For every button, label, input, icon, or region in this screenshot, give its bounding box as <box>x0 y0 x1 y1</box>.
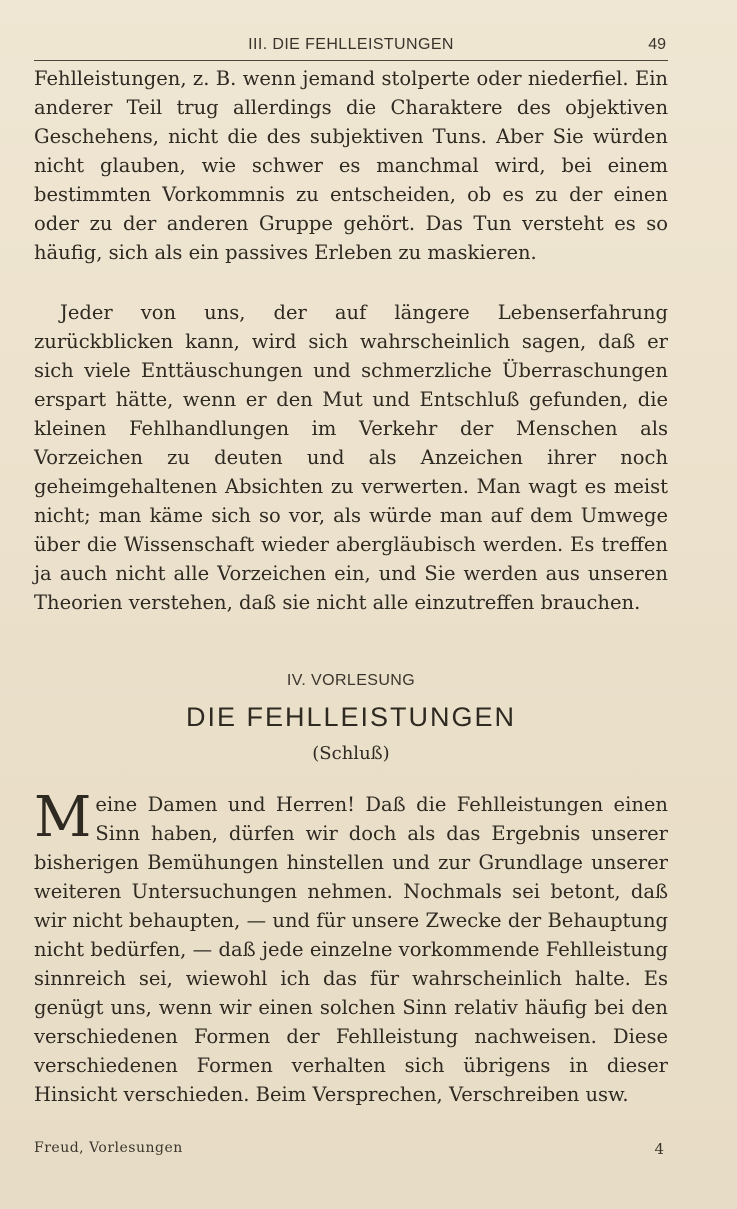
paragraph-lebenserfahrung: Jeder von uns, der auf längere Lebenserfahrung zurückblicken kann, wird sich wahrscheinlich sagen, daß er sich viele Enttäuschungen und schmerzliche Überraschungen erspart hätte, wenn er den Mut und Entschluß gefunden, die kleinen Fehlhandlungen im Verkehr der Menschen als Vorzeichen zu deuten und als Anzeichen ihrer noch geheimgehaltenen Absichten zu verwerten. Man wagt es meist nicht; man käme sich so vor, als würde man auf dem Umwege über die Wissenschaft wieder abergläubisch werden. Es treffen ja auch nicht alle Vorzeichen ein, und Sie werden aus unseren Theorien verstehen, daß sie nicht alle einzutreffen brauchen. <box>34 301 668 614</box>
paragraph-continued: Fehlleistungen, z. B. wenn jemand stolperte oder niederfiel. Ein anderer Teil trug allerdings die Charaktere des objektiven Geschehens, nicht die des subjektiven Tuns. Aber Sie würden nicht glauben, wie schwer es manchmal wird, bei einem bestimmten Vorkommnis zu entscheiden, ob es zu der einen oder zu der anderen Gruppe gehört. Das Tun versteht es so häufig, sich als ein passives Erleben zu maskieren. <box>34 67 668 264</box>
chapter-title: DIE FEHLLEISTUNGEN <box>185 702 517 732</box>
opening-paragraph-text: eine Damen und Herren! Daß die Fehlleistungen einen Sinn haben, dürfen wir doch als das Ergebnis unserer bisherigen Bemühungen hinstellen und zur Grundlage unserer weiteren Untersuchungen nehmen. Nochmals sei betont, daß wir nicht behaupten, — und für unsere Zwecke der Behauptung nicht bedürfen, — daß jede einzelne vorkommende Fehlleistung sinnreich sei, wiewohl ich das für wahrscheinlich halte. Es genügt uns, wenn wir einen solchen Sinn relativ häufig bei den verschiedenen Formen der Fehlleistung nachweisen. Diese verschiedenen Formen verhalten sich übrigens in dieser Hinsicht verschieden. Beim Versprechen, Verschreiben usw. <box>34 793 668 1106</box>
opening-paragraph <box>34 785 668 1109</box>
signature-line: Freud, Vorlesungen <box>34 1140 183 1156</box>
lecture-label: IV. VORLESUNG <box>286 672 416 689</box>
sheet-number: 4 <box>654 1140 664 1158</box>
chapter-subtitle: (Schluß) <box>312 743 390 764</box>
drop-cap: M <box>34 785 92 850</box>
running-title: III. DIE FEHLLEISTUNGEN <box>248 36 454 53</box>
page-number: 49 <box>648 36 666 53</box>
running-header <box>34 34 668 61</box>
page-footer <box>34 1140 668 1164</box>
